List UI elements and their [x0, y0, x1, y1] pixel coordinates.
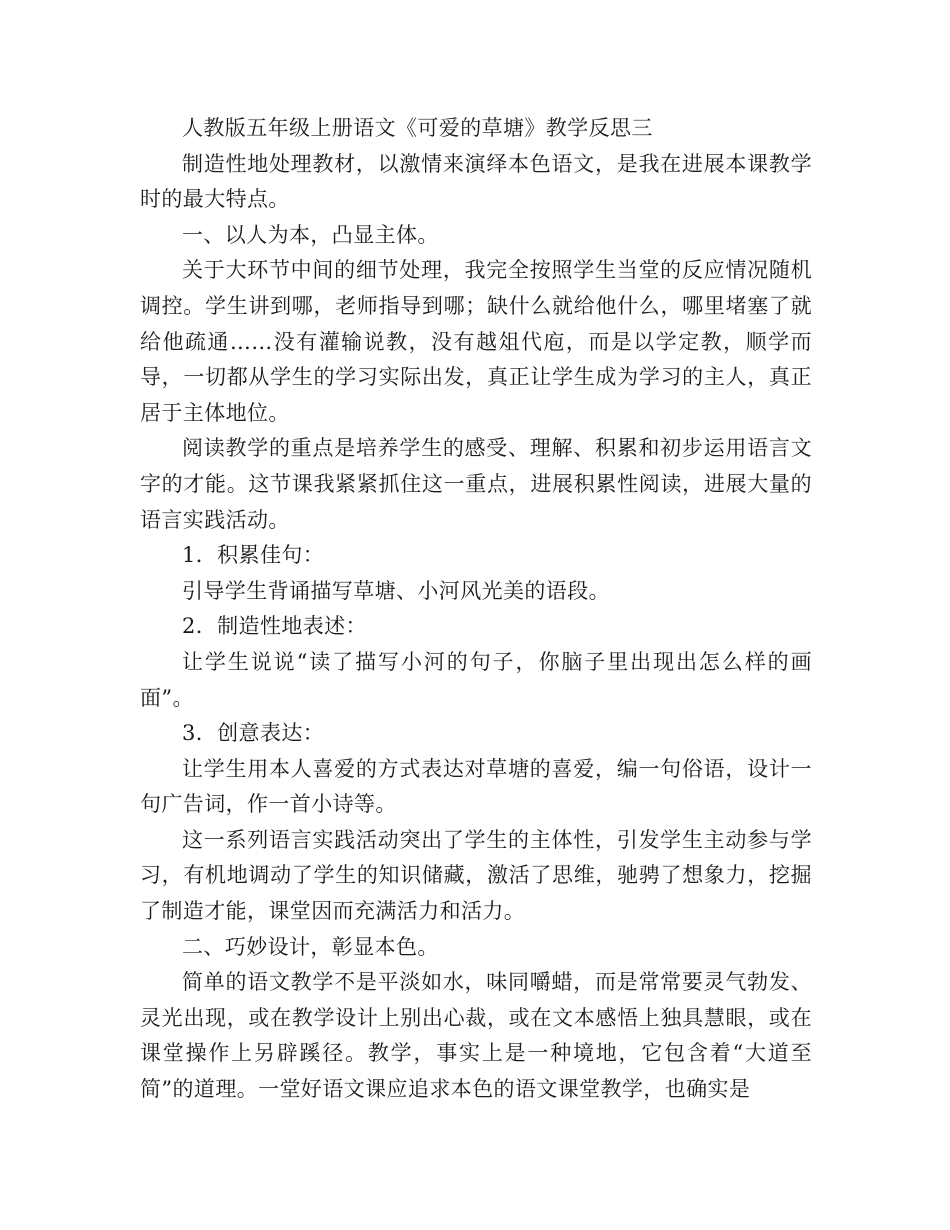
section-heading-1: 一、以人为本，凸显主体。 — [182, 222, 439, 247]
list-item-heading: 2．制造性地表述： — [182, 614, 367, 639]
document-body — [140, 111, 812, 1108]
list-item-heading: 1．积累佳句： — [182, 543, 325, 568]
body-paragraph: 关于大环节中间的细节处理，我完全按照学生当堂的反应情况随机调控。学生讲到哪，老师指导到哪；缺什么就给他什么，哪里堵塞了就给他疏通……没有灌输说教，没有越俎代庖，而是以学定教，顺学而导，一切都从学生的学习实际出发，真正让学生成为学习的主人，真正居于主体地位。 — [140, 258, 812, 425]
list-item-text: 引导学生背诵描写草塘、小河风光美的语段。 — [182, 578, 610, 603]
intro-paragraph: 制造性地处理教材，以激情来演绎本色语文，是我在进展本课教学时的最大特点。 — [140, 151, 812, 212]
list-item-text: 让学生用本人喜爱的方式表达对草塘的喜爱，编一句俗语，设计一句广告词，作一首小诗等。 — [140, 756, 812, 817]
section-heading-2: 二、巧妙设计，彰显本色。 — [182, 934, 439, 959]
body-paragraph: 阅读教学的重点是培养学生的感受、理解、积累和初步运用语言文字的才能。这节课我紧紧抓住这一重点，进展积累性阅读，进展大量的语言实践活动。 — [140, 436, 812, 532]
document-title: 人教版五年级上册语文《可爱的草塘》教学反思三 — [182, 116, 653, 140]
list-item-heading: 3．创意表达： — [182, 721, 325, 746]
body-paragraph: 这一系列语言实践活动突出了学生的主体性，引发学生主动参与学习，有机地调动了学生的知识储藏，激活了思维，驰骋了想象力，挖掘了制造才能，课堂因而充满活力和活力。 — [140, 827, 812, 924]
body-paragraph: 简单的语文教学不是平淡如水，味同嚼蜡，而是常常要灵气勃发、灵光出现，或在教学设计上别出心裁，或在文本感悟上独具慧眼，或在课堂操作上另辟蹊径。教学，事实上是一种境地，它包含着“大道至简”的道理。一堂好语文课应追求本色的语文课堂教学，也确实是 — [140, 970, 812, 1102]
list-item-text: 让学生说说“读了描写小河的句子，你脑子里出现出怎么样的画面”。 — [140, 649, 812, 710]
